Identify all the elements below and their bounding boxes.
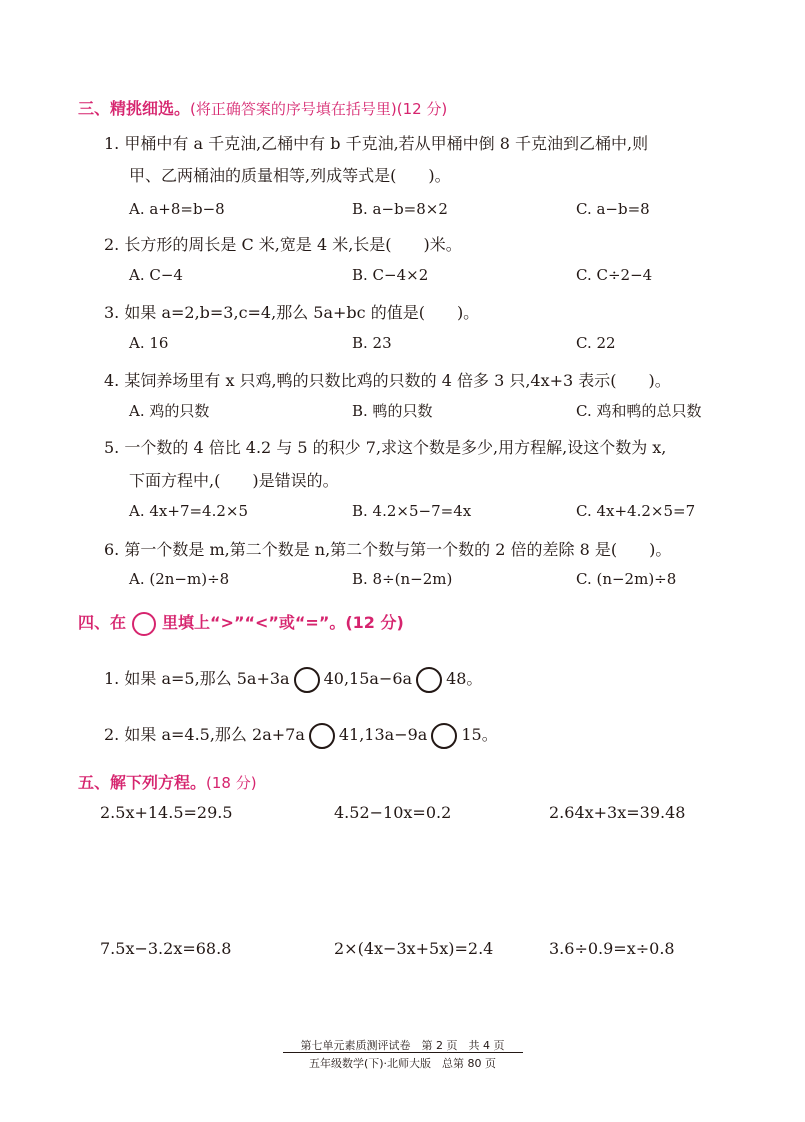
q3-option-a: A. 16 — [129, 334, 169, 352]
equation-3: 2.64x+3x=39.48 — [549, 803, 686, 822]
q2-line-1: 2. 长方形的周长是 C 米,宽是 4 米,长是( )米。 — [104, 235, 462, 254]
compare-circle-1a[interactable] — [294, 667, 320, 693]
section-3-heading — [78, 96, 447, 119]
compare-circle-2b[interactable] — [431, 723, 457, 749]
footer-line-2: 五年级数学(下)·北师大版 总第 80 页 — [308, 1057, 497, 1070]
s4-item-2-prefix: 如果 a=4.5,那么 2a+7a — [124, 725, 305, 744]
s4-item-1-suffix: 48。 — [446, 669, 483, 688]
q6-option-a: A. (2n−m)÷8 — [129, 570, 230, 588]
section-5-note: (18 分) — [206, 774, 257, 792]
section-5-title: 五、解下列方程。 — [78, 773, 207, 792]
section-4-title-after: 里填上“>”“<”或“=”。(12 分) — [162, 613, 404, 632]
s4-item-1-mid: 40,15a−6a — [323, 669, 413, 688]
q3-option-b: B. 23 — [352, 334, 392, 352]
q3-option-c: C. 22 — [576, 334, 616, 352]
q5-option-c: C. 4x+4.2×5=7 — [576, 502, 696, 520]
q4-option-a: A. 鸡的只数 — [129, 402, 210, 420]
s4-item-1 — [104, 666, 482, 693]
q4-line-1: 4. 某饲养场里有 x 只鸡,鸭的只数比鸡的只数的 4 倍多 3 只,4x+3 表示( )。 — [104, 371, 671, 390]
s4-item-2-num: 2. — [104, 725, 120, 744]
equation-2: 4.52−10x=0.2 — [334, 803, 452, 822]
q1-line-1: 1. 甲桶中有 a 千克油,乙桶中有 b 千克油,若从甲桶中倒 8 千克油到乙桶中,则 — [104, 134, 649, 153]
section-4-heading — [78, 610, 404, 636]
compare-circle-2a[interactable] — [309, 723, 335, 749]
q1-option-a: A. a+8=b−8 — [129, 200, 225, 218]
q6-option-c: C. (n−2m)÷8 — [576, 570, 677, 588]
equation-5: 2×(4x−3x+5x)=2.4 — [334, 939, 494, 958]
circle-icon — [132, 612, 156, 636]
footer-divider — [283, 1052, 523, 1053]
compare-circle-1b[interactable] — [416, 667, 442, 693]
q5-option-a: A. 4x+7=4.2×5 — [129, 502, 249, 520]
q5-line-1: 5. 一个数的 4 倍比 4.2 与 5 的积少 7,求这个数是多少,用方程解,设这个数为 x, — [104, 438, 667, 457]
s4-item-1-num: 1. — [104, 669, 120, 688]
q4-option-c: C. 鸡和鸭的总只数 — [576, 402, 702, 420]
q1-line-2: 甲、乙两桶油的质量相等,列成等式是( )。 — [129, 166, 451, 185]
q6-line-1: 6. 第一个数是 m,第二个数是 n,第二个数与第一个数的 2 倍的差除 8 是( )。 — [104, 540, 672, 559]
equation-4: 7.5x−3.2x=68.8 — [100, 939, 232, 958]
footer-line-1: 第七单元素质测评试卷 第 2 页 共 4 页 — [300, 1039, 505, 1052]
equation-6: 3.6÷0.9=x÷0.8 — [549, 939, 675, 958]
section-3-title: 三、精挑细选。 — [78, 99, 191, 118]
q2-option-c: C. C÷2−4 — [576, 266, 653, 284]
q3-line-1: 3. 如果 a=2,b=3,c=4,那么 5a+bc 的值是( )。 — [104, 303, 480, 322]
equation-1: 2.5x+14.5=29.5 — [100, 803, 233, 822]
q2-option-a: A. C−4 — [129, 266, 183, 284]
q1-option-b: B. a−b=8×2 — [352, 200, 448, 218]
s4-item-2-mid: 41,13a−9a — [338, 725, 428, 744]
q5-option-b: B. 4.2×5−7=4x — [352, 502, 472, 520]
q2-option-b: B. C−4×2 — [352, 266, 429, 284]
q6-option-b: B. 8÷(n−2m) — [352, 570, 453, 588]
s4-item-1-prefix: 如果 a=5,那么 5a+3a — [124, 669, 290, 688]
section-5-heading — [78, 770, 257, 793]
q1-option-c: C. a−b=8 — [576, 200, 650, 218]
q5-line-2: 下面方程中,( )是错误的。 — [129, 471, 339, 490]
section-4-title-before: 四、在 — [78, 613, 127, 632]
q4-option-b: B. 鸭的只数 — [352, 402, 433, 420]
section-3-note: (将正确答案的序号填在括号里)(12 分) — [190, 100, 448, 118]
s4-item-2-suffix: 15。 — [461, 725, 498, 744]
s4-item-2 — [104, 722, 498, 749]
